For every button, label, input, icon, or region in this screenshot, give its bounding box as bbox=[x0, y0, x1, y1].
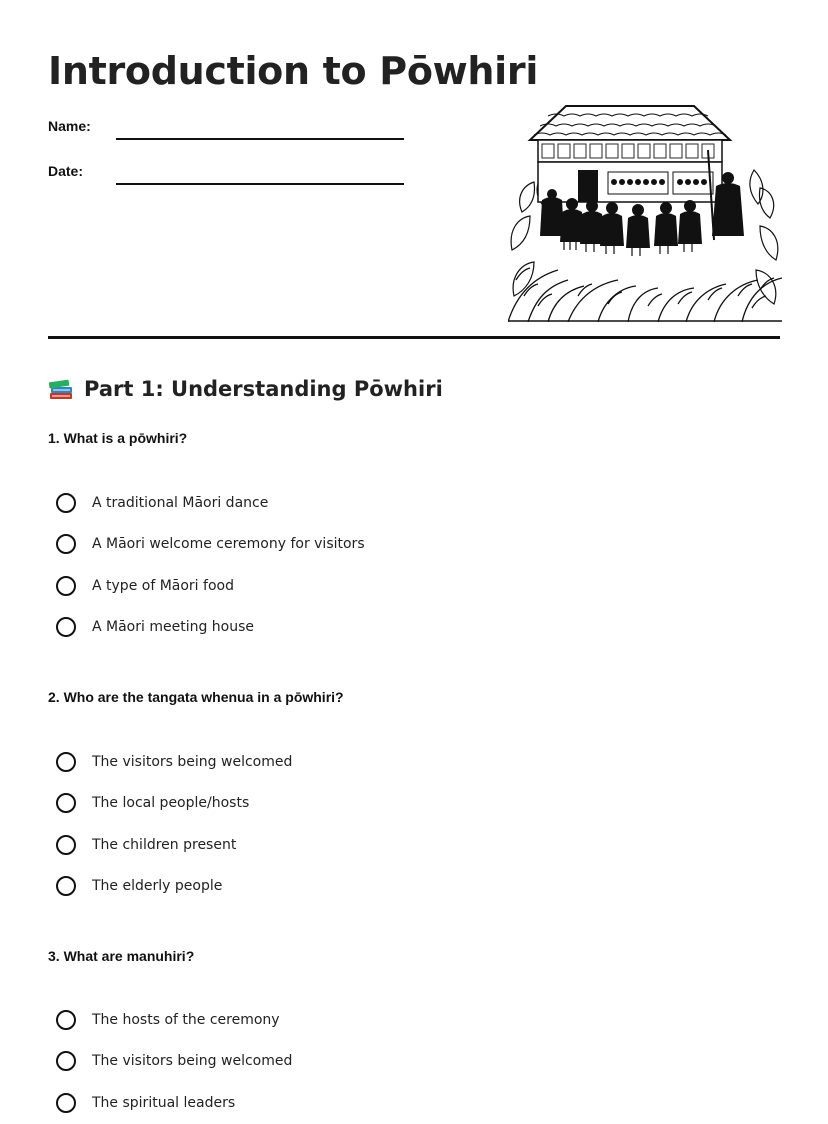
date-field[interactable] bbox=[48, 163, 408, 187]
section-divider bbox=[48, 336, 780, 339]
page-title: Introduction to Pōwhiri bbox=[48, 49, 539, 93]
books-icon bbox=[48, 377, 74, 401]
powhiri-illustration bbox=[508, 100, 782, 322]
radio-button[interactable] bbox=[56, 752, 76, 772]
question-3-option-a[interactable] bbox=[56, 999, 292, 1041]
radio-button[interactable] bbox=[56, 835, 76, 855]
name-label: Name: bbox=[48, 118, 91, 134]
question-1: 1. What is a pōwhiri? bbox=[48, 430, 188, 446]
radio-button[interactable] bbox=[56, 1093, 76, 1113]
question-3: 3. What are manuhiri? bbox=[48, 948, 195, 964]
question-1-options bbox=[56, 482, 365, 648]
question-2-option-d[interactable] bbox=[56, 866, 292, 908]
question-2-options bbox=[56, 741, 292, 907]
question-3-option-c[interactable] bbox=[56, 1082, 292, 1124]
radio-button[interactable] bbox=[56, 876, 76, 896]
option-label: The hosts of the ceremony bbox=[92, 1011, 280, 1028]
radio-button[interactable] bbox=[56, 1051, 76, 1071]
option-label: A traditional Māori dance bbox=[92, 494, 269, 511]
section-heading bbox=[48, 374, 443, 404]
question-2-option-a[interactable] bbox=[56, 741, 292, 783]
option-label: A Māori meeting house bbox=[92, 619, 255, 636]
question-3-option-b[interactable] bbox=[56, 1041, 292, 1083]
option-label: The elderly people bbox=[92, 878, 223, 895]
date-input-line[interactable] bbox=[116, 183, 404, 185]
section-heading-text: Part 1: Understanding Pōwhiri bbox=[84, 377, 443, 401]
radio-button[interactable] bbox=[56, 1010, 76, 1030]
question-1-option-b[interactable] bbox=[56, 524, 365, 566]
option-label: The spiritual leaders bbox=[92, 1094, 236, 1111]
question-1-option-a[interactable] bbox=[56, 482, 365, 524]
name-field[interactable] bbox=[48, 118, 408, 142]
question-2-option-b[interactable] bbox=[56, 783, 292, 825]
radio-button[interactable] bbox=[56, 793, 76, 813]
option-label: The local people/hosts bbox=[92, 795, 250, 812]
question-1-option-d[interactable] bbox=[56, 607, 365, 649]
radio-button[interactable] bbox=[56, 617, 76, 637]
question-2: 2. Who are the tangata whenua in a pōwhiri? bbox=[48, 689, 344, 705]
option-label: The children present bbox=[92, 836, 237, 853]
option-label: The visitors being welcomed bbox=[92, 753, 293, 770]
option-label: The visitors being welcomed bbox=[92, 1053, 293, 1070]
question-3-options bbox=[56, 999, 292, 1124]
name-input-line[interactable] bbox=[116, 138, 404, 140]
question-2-option-c[interactable] bbox=[56, 824, 292, 866]
radio-button[interactable] bbox=[56, 534, 76, 554]
radio-button[interactable] bbox=[56, 576, 76, 596]
radio-button[interactable] bbox=[56, 493, 76, 513]
question-1-option-c[interactable] bbox=[56, 565, 365, 607]
option-label: A type of Māori food bbox=[92, 577, 234, 594]
date-label: Date: bbox=[48, 163, 84, 179]
option-label: A Māori welcome ceremony for visitors bbox=[92, 536, 365, 553]
